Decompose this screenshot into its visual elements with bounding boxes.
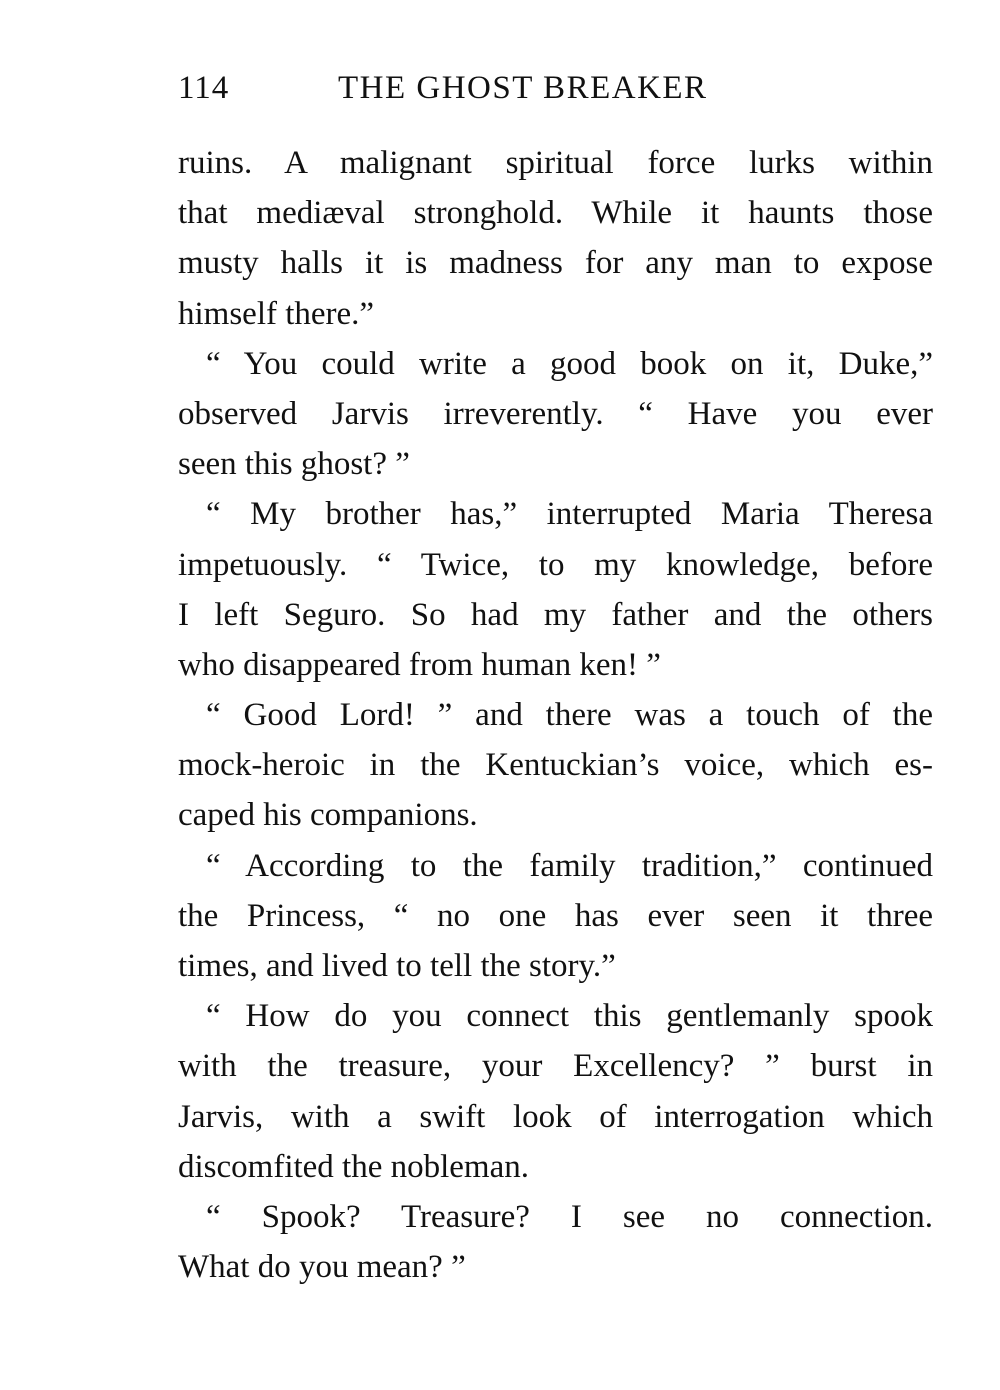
text-line: that mediæval stronghold. While it haunts those [178, 195, 933, 232]
text-line: with the treasure, your Excellency? ” burst in [178, 1048, 933, 1085]
text-line: the Princess, “ no one has ever seen it three [178, 897, 933, 934]
text-line: musty halls it is madness for any man to expose [178, 245, 933, 282]
text-line: mock-heroic in the Kentuckian’s voice, which es- [178, 747, 933, 784]
running-title: THE GHOST BREAKER [338, 70, 708, 106]
text-line: who disappeared from human ken! ” [178, 646, 661, 683]
text-line: himself there.” [178, 295, 375, 332]
body-text [178, 138, 933, 1292]
page-number: 114 [178, 70, 230, 106]
text-line: caped his companions. [178, 797, 478, 834]
text-line: “ How do you connect this gentlemanly spook [206, 998, 933, 1035]
text-line: Jarvis, with a swift look of interrogation which [178, 1098, 933, 1135]
text-line: “ You could write a good book on it, Duke,” [206, 345, 933, 382]
running-head [178, 70, 938, 120]
text-line: seen this ghost? ” [178, 446, 410, 483]
text-line: ruins. A malignant spiritual force lurks within [178, 145, 933, 181]
text-line: times, and lived to tell the story.” [178, 948, 616, 984]
text-line: “ According to the family tradition,” continued [206, 847, 933, 884]
text-line: I left Seguro. So had my father and the others [178, 596, 933, 633]
text-line: What do you mean? ” [178, 1249, 466, 1286]
text-line: “ My brother has,” interrupted Maria Theresa [206, 496, 933, 533]
text-line: discomfited the nobleman. [178, 1148, 529, 1185]
text-line: “ Spook? Treasure? I see no connection. [206, 1198, 933, 1235]
text-line: impetuously. “ Twice, to my knowledge, before [178, 546, 933, 583]
text-line: observed Jarvis irreverently. “ Have you ever [178, 395, 933, 432]
text-line: “ Good Lord! ” and there was a touch of the [206, 697, 933, 734]
